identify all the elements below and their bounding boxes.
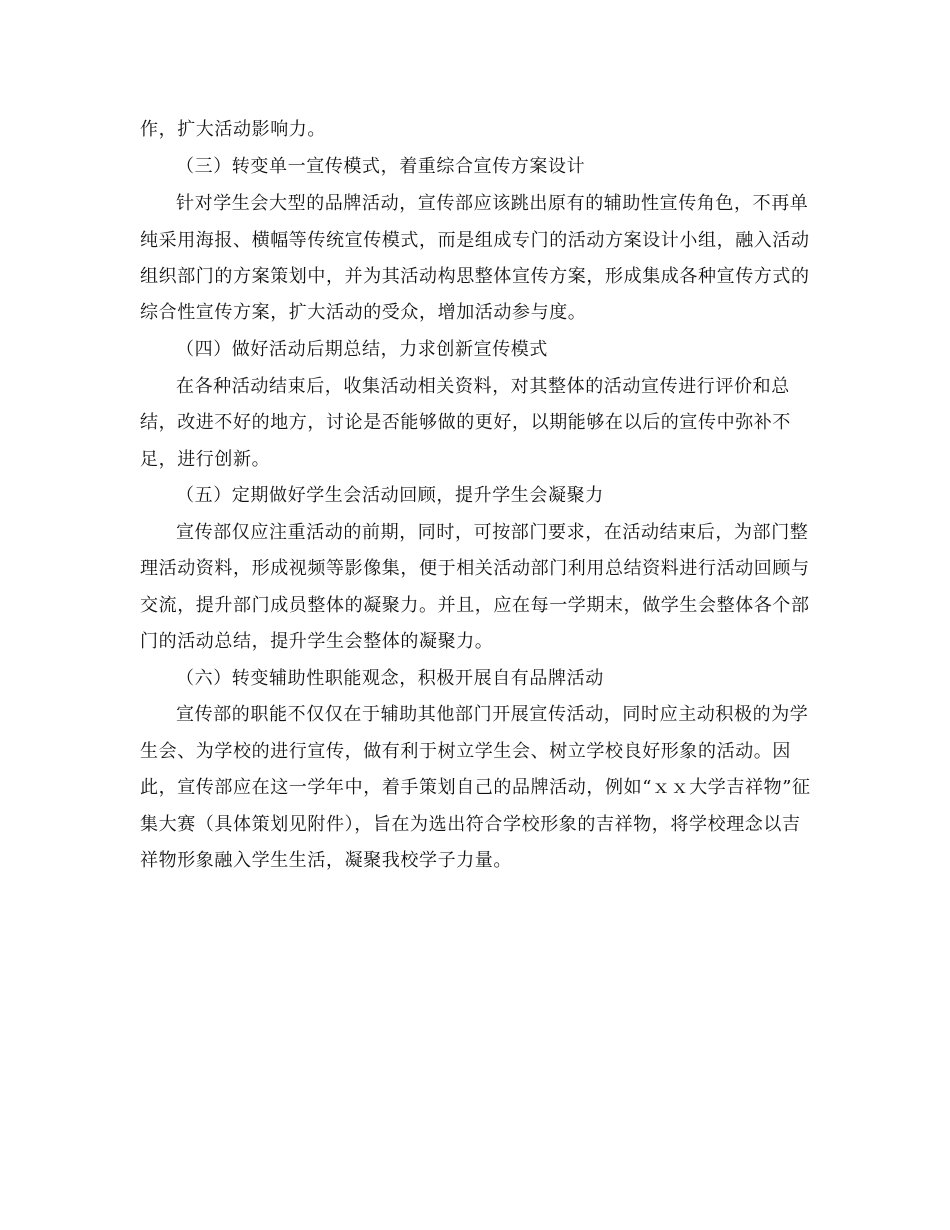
paragraph-line: 结，改进不好的地方，讨论是否能够做的更好，以期能够在以后的宣传中弥补不 (140, 412, 791, 433)
paragraph-line: 此，宣传部应在这一学年中，着手策划自己的品牌活动，例如“ｘｘ大学吉祥物”征 (140, 777, 811, 798)
paragraph-line: 集大赛（具体策划见附件），旨在为选出符合学校形象的吉祥物，将学校理念以吉 (140, 814, 801, 835)
paragraph-line: 作，扩大活动影响力。 (140, 119, 326, 140)
paragraph-line: 门的活动总结，提升学生会整体的凝聚力。 (140, 631, 494, 652)
paragraph-line: 足，进行创新。 (140, 449, 271, 470)
paragraph-line: 交流，提升部门成员整体的凝聚力。并且，应在每一学期末，做学生会整体各个部 (140, 595, 810, 616)
section-heading-four: （四）做好活动后期总结，力求创新宣传模式 (176, 339, 548, 360)
section-heading-six: （六）转变辅助性职能观念，积极开展自有品牌活动 (176, 668, 604, 689)
section-heading-three: （三）转变单一宣传模式，着重综合宣传方案设计 (176, 156, 586, 177)
paragraph-line: 综合性宣传方案，扩大活动的受众，增加活动参与度。 (140, 302, 587, 323)
section-heading-five: （五）定期做好学生会活动回顾，提升学生会凝聚力 (176, 485, 604, 506)
paragraph-line: 在各种活动结束后，收集活动相关资料，对其整体的活动宣传进行评价和总 (176, 376, 790, 397)
paragraph-line: 理活动资料，形成视频等影像集，便于相关活动部门利用总结资料进行活动回顾与 (140, 558, 810, 579)
paragraph-line: 生会、为学校的进行宣传，做有利于树立学生会、树立学校良好形象的活动。因 (140, 741, 791, 762)
paragraph-line: 纯采用海报、横幅等传统宣传模式，而是组成专门的活动方案设计小组，融入活动 (140, 230, 810, 251)
paragraph-line: 祥物形象融入学生生活，凝聚我校学子力量。 (140, 850, 512, 871)
paragraph-line: 组织部门的方案策划中，并为其活动构思整体宣传方案，形成集成各种宣传方式的 (140, 266, 810, 287)
paragraph-line: 针对学生会大型的品牌活动，宣传部应该跳出原有的辅助性宣传角色，不再单 (176, 193, 809, 214)
paragraph-line: 宣传部仅应注重活动的前期，同时，可按部门要求，在活动结束后，为部门整 (176, 522, 809, 543)
paragraph-line: 宣传部的职能不仅仅在于辅助其他部门开展宣传活动，同时应主动积极的为学 (176, 704, 809, 725)
